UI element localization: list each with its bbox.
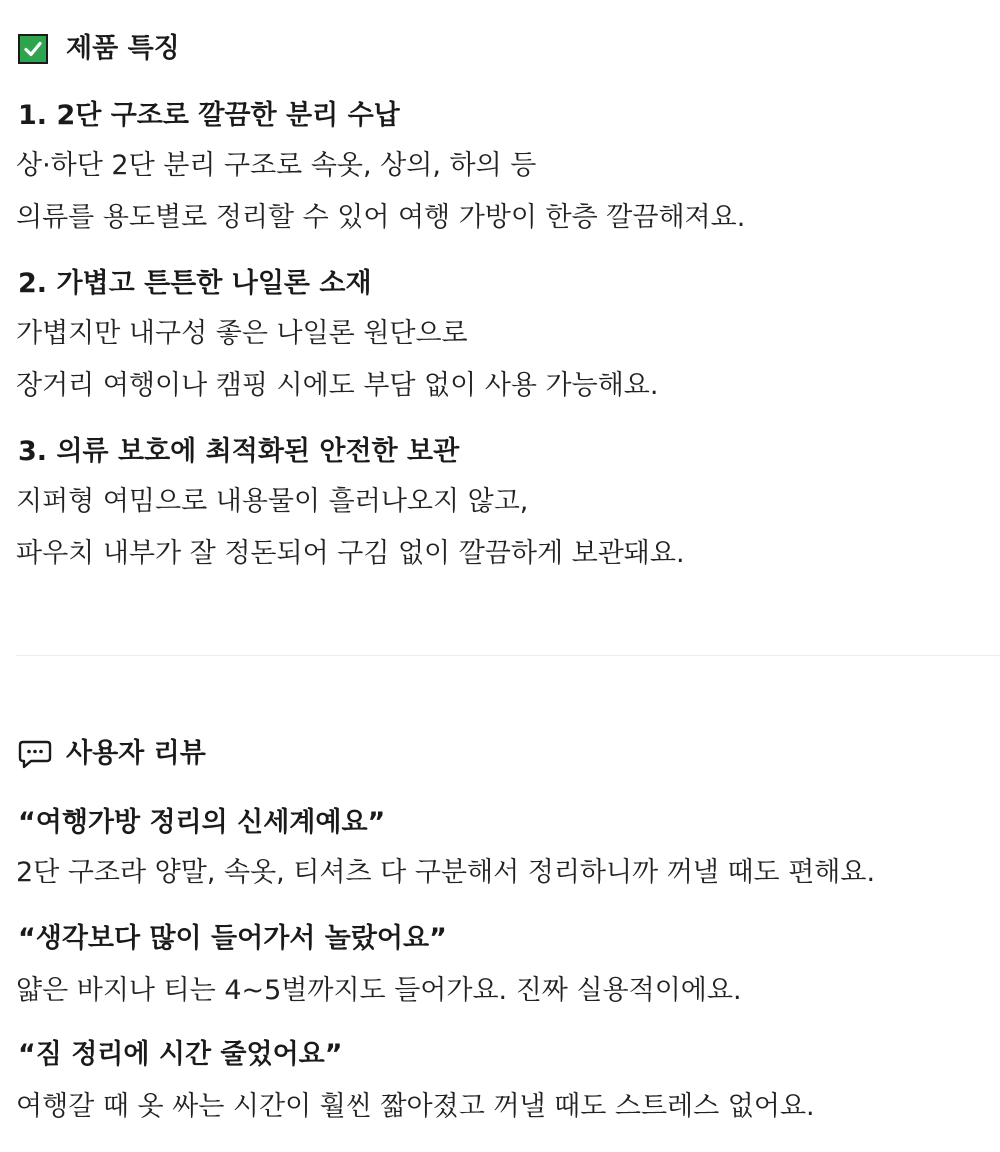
- feature-text-3a: 지퍼형 여밈으로 내용물이 흘러나오지 않고,: [16, 486, 529, 517]
- reviews-section-title: [18, 736, 206, 772]
- feature-text-2a: 가볍지만 내구성 좋은 나일론 원단으로: [16, 318, 468, 349]
- section-divider: [16, 655, 1000, 656]
- check-box-icon: [18, 34, 48, 64]
- review-quote-2: “생각보다 많이 들어가서 놀랐어요”: [18, 923, 447, 954]
- review-text-2: 얇은 바지나 티는 4~5벌까지도 들어가요. 진짜 실용적이에요.: [16, 975, 742, 1006]
- review-quote-3: “짐 정리에 시간 줄었어요”: [18, 1039, 343, 1070]
- feature-heading-1: 1. 2단 구조로 깔끔한 분리 수납: [18, 100, 400, 131]
- feature-text-1b: 의류를 용도별로 정리할 수 있어 여행 가방이 한층 깔끔해져요.: [16, 202, 746, 233]
- review-quote-1: “여행가방 정리의 신세계예요”: [18, 807, 386, 838]
- feature-text-2b: 장거리 여행이나 캠핑 시에도 부담 없이 사용 가능해요.: [16, 370, 659, 401]
- review-text-1: 2단 구조라 양말, 속옷, 티셔츠 다 구분해서 정리하니까 꺼낼 때도 편해요.: [16, 857, 876, 888]
- features-section-title: [18, 31, 180, 67]
- review-text-3: 여행갈 때 옷 싸는 시간이 훨씬 짧아졌고 꺼낼 때도 스트레스 없어요.: [16, 1091, 815, 1122]
- feature-heading-3: 3. 의류 보호에 최적화된 안전한 보관: [18, 436, 460, 467]
- features-title-text: 제품 특징: [66, 33, 180, 64]
- chat-bubble-icon: [18, 739, 52, 769]
- feature-text-1a: 상·하단 2단 분리 구조로 속옷, 상의, 하의 등: [16, 150, 537, 181]
- reviews-title-text: 사용자 리뷰: [66, 738, 206, 769]
- feature-heading-2: 2. 가볍고 튼튼한 나일론 소재: [18, 268, 372, 299]
- feature-text-3b: 파우치 내부가 잘 정돈되어 구김 없이 깔끔하게 보관돼요.: [16, 538, 685, 569]
